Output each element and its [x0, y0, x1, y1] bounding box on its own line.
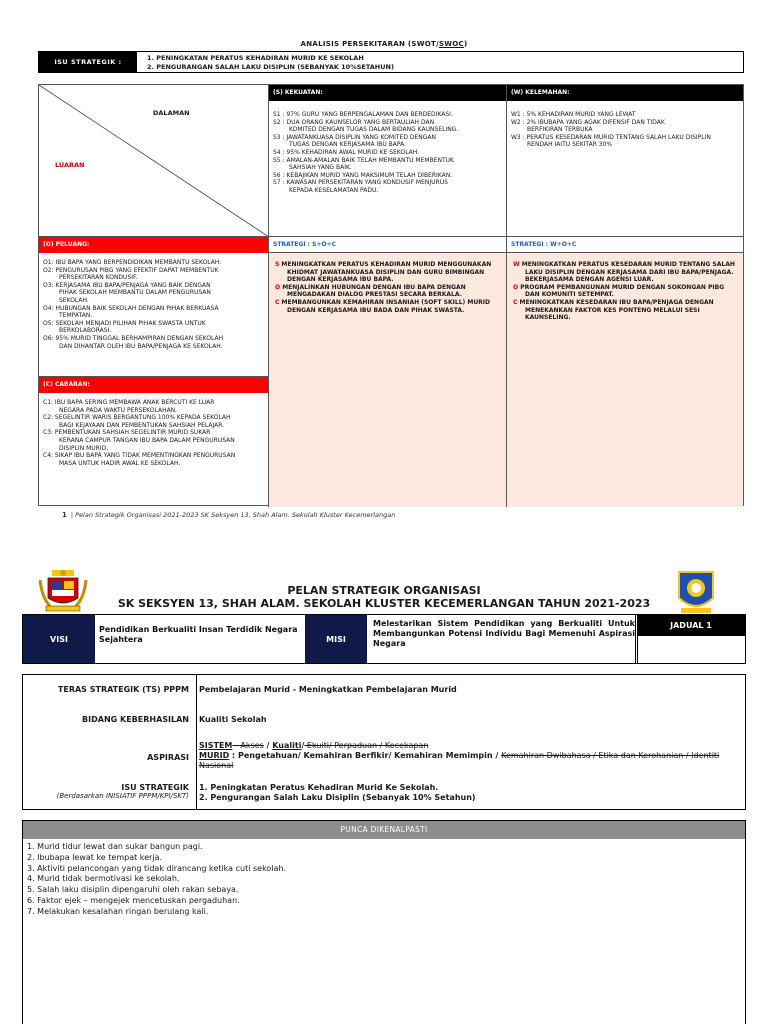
list-item: O3: KERJASAMA IBU BAPA/PENJAGA YANG BAIK DENGAN: [43, 281, 211, 289]
kekuatan-list: [269, 101, 506, 195]
strategy-item: DENGAN KERJASAMA IBU BAPA.: [287, 276, 394, 284]
strategy-item: DENGAN KERJASAMA IBU BADA DAN PIHAK SWASTA.: [287, 306, 465, 314]
list-item: 3. Aktiviti pelancongan yang tidak dirancang ketika cuti sekolah.: [27, 863, 287, 873]
page-number: 1: [62, 511, 67, 519]
bidang-value: Kualiti Sekolah: [199, 715, 267, 724]
strategy-item: LAKU DISIPLIN DENGAN KERJASAMA DARI IBU BAPA/PENJAGA.: [525, 268, 734, 276]
list-item: S1 : 97% GURU YANG BERPENGALAMAN DAN BERDEDIKASI.: [273, 111, 453, 118]
list-item: O4: HUBUNGAN BAIK SEKOLAH DENGAN PIHAK BERKUASA: [43, 304, 219, 312]
list-item: RENDAH IAITU SEKITAR 30%: [527, 141, 613, 149]
list-item: 1. Murid tidur lewat dan sukar bangun pagi.: [27, 842, 203, 851]
list-item: TUGAS DENGAN KERJASAMA IBU BAPA.: [289, 141, 406, 149]
visi-label: VISI: [23, 615, 95, 663]
list-item: MASA UNTUK HADIR AWAL KE SEKOLAH.: [59, 459, 181, 467]
strategi-so-list: [269, 253, 506, 314]
teras-box: [22, 674, 746, 810]
punca-box: [22, 820, 746, 1024]
peluang-header: (O) PELUANG:: [39, 237, 268, 253]
aspirasi-label: ASPIRASI: [147, 753, 189, 762]
teras-value: Pembelajaran Murid - Meningkatkan Pembelajaran Murid: [199, 685, 457, 694]
swot-grid: [38, 84, 744, 506]
list-item: W1 : 5% KEHADIRAN MURID YANG LEWAT: [511, 111, 636, 118]
strategy-item: O MENJALINKAN HUBUNGAN DENGAN IBU BAPA DENGAN: [275, 283, 466, 291]
strategy-item: DAN KOMUNITI SETEMPAT.: [525, 291, 614, 299]
list-item: S3 : JAWATANKUASA DISIPLIN YANG KOMITED DENGAN: [273, 133, 436, 141]
list-item: O2: PENGURUSAN PIBG YANG EFEKTIF DAPAT MEMBENTUK: [43, 266, 219, 274]
list-item: SEKOLAH.: [59, 296, 89, 304]
peluang-list: [39, 253, 268, 350]
isu-strategik-label: ISU STRATEGIK :: [39, 52, 137, 72]
strategy-item: MENEKANKAN FAKTOR KES PONTENG MELALUI SESI: [525, 306, 700, 314]
punca-header: PUNCA DIKENALPASTI: [23, 821, 745, 839]
list-item: DISIPLIN MURID.: [59, 444, 109, 452]
list-item: PIHAK SEKOLAH MEMBANTU DALAM PENGURUSAN: [59, 289, 211, 297]
kelemahan-header: (W) KELEMAHAN:: [507, 85, 743, 101]
isu-strategik-items: [137, 52, 404, 72]
kelemahan-list: [507, 101, 743, 149]
strategy-item: C MENINGKATKAN KESEDARAN IBU BAPA/PENJAGA DENGAN: [513, 298, 714, 306]
strategi-so-cell: [269, 237, 507, 507]
bidang-label: BIDANG KEBERHASILAN: [82, 715, 189, 724]
list-item: 2. Ibubapa lewat ke tempat kerja.: [27, 852, 163, 862]
list-item: DAN DIHANTAR OLEH IBU BAPA/PENJAGA KE SEKOLAH.: [59, 342, 223, 350]
page-footer: [62, 511, 395, 519]
list-item: KERANA CAMPUR TANGAN IBU BAPA DALAM PENGURUSAN: [59, 436, 235, 444]
cabaran-list: [39, 393, 268, 467]
list-item: KOMITED DENGAN TUGAS DALAM BIDANG KAUNSELING.: [289, 126, 459, 134]
swot-title: ANALISIS PERSEKITARAN (SWOT/SWOC): [300, 40, 468, 48]
isu-item: 1. PENINGKATAN PERATUS KEHADIRAN MURID KE SEKOLAH: [147, 54, 364, 62]
visi-text: Pendidikan Berkualiti Insan Terdidik Negara Sejahtera: [99, 625, 298, 644]
list-item: PERSEKITARAN KONDUSIF.: [59, 274, 138, 282]
list-item: 7. Melakukan kesalahan ringan berulang kali.: [27, 906, 209, 916]
luaran-label: LUARAN: [55, 161, 85, 169]
list-item: O6: 95% MURID TINGGAL BERHAMPIRAN DENGAN SEKOLAH: [43, 334, 224, 342]
isu-values: 1. Peningkatan Peratus Kehadiran Murid Ke Sekolah. 2. Pengurangan Salah Laku Disiplin (Sebanyak 10% Setahun): [199, 783, 476, 802]
list-item: C3: PEMBENTUKAN SAHSIAH SEGELINTIR MURID SUKAR: [43, 429, 211, 437]
diagonal-cell: [39, 85, 269, 237]
list-item: O5: SEKOLAH MENJADI PILIHAN PIHAK SWASTA UNTUK: [43, 319, 206, 327]
misi-text: Melestarikan Sistem Pendidikan yang Berkualiti Untuk Membangunkan Potensi Individu Bagi Memenuhi Aspirasi Negara: [373, 619, 635, 648]
list-item: 5. Salah laku disiplin dipengaruhi oleh rakan sebaya.: [27, 885, 239, 895]
list-item: C1: IBU BAPA SERING MEMBAWA ANAK BERCUTI KE LUAR: [43, 399, 215, 406]
punca-list: [23, 839, 745, 921]
teras-label: TERAS STRATEGIK (TS) PPPM: [57, 685, 189, 694]
visi-misi-box: [22, 614, 746, 664]
list-item: W2 : 2% IBUBAPA YANG AGAK DIFENSIF DAN TIDAK: [511, 118, 665, 126]
cabaran-cell: [39, 377, 269, 507]
footer-text: | Pelan Strategik Organisasi 2021-2023 SK Seksyen 13, Shah Alam. Sekolah Kluster Kecemerlangan: [70, 511, 396, 519]
isu-item: 2. PENGURANGAN SALAH LAKU DISIPLIN (SEBANYAK 10%SETAHUN): [147, 62, 394, 71]
list-item: NEGARA PADA WAKTU PERSEKOLAHAN.: [59, 406, 178, 414]
strategy-item: KAUNSELING.: [525, 314, 571, 322]
misi-label: MISI: [305, 615, 367, 663]
strategi-wo-header: STRATEGI : W+O+C: [507, 237, 743, 253]
list-item: O1: IBU BAPA YANG BERPENDIDIKAN MEMBANTU SEKOLAH.: [43, 259, 222, 266]
page-title: PELAN STRATEGIK ORGANISASI SK SEKSYEN 13, SHAH ALAM. SEKOLAH KLUSTER KECEMERLANGAN TAHUN 2021-2023: [117, 584, 651, 610]
strategi-wo-cell: [507, 237, 743, 507]
list-item: KEPADA KESELAMATAN PADU.: [289, 186, 379, 194]
jadual-label: JADUAL 1: [637, 615, 745, 635]
strategy-item: C MEMBANGUNKAN KEMAHIRAN INSANIAH (SOFT SKILL) MURID: [275, 298, 491, 306]
strategy-item: W MENINGKATKAN PERATUS KESEDARAN MURID TENTANG SALAH: [513, 261, 735, 268]
isu-strategik-box: [38, 51, 744, 73]
list-item: 4. Murid tidak bermotivasi ke sekolah.: [27, 874, 180, 884]
list-item: 6. Faktor ejek – mengejek mencetuskan pergaduhan.: [27, 895, 240, 905]
strategy-item: BEKERJASAMA DENGAN AGENSI LUAR.: [525, 276, 654, 284]
list-item: C4: SIKAP IBU BAPA YANG TIDAK MEMENTINGKAN PENGURUSAN: [43, 452, 236, 460]
list-item: S4 : 95% KEHADIRAN AWAL MURID KE SEKOLAH.: [273, 148, 420, 156]
list-item: TEMPATAN.: [59, 312, 93, 320]
list-item: S5 : AMALAN-AMALAN BAIK TELAH MEMBANTU MEMBENTUK: [273, 156, 454, 164]
list-item: C2: SEGELINTIR WARIS BERGANTUNG 100% KEPADA SEKOLAH: [43, 414, 231, 422]
list-item: S2 : DUA ORANG KAUNSELOR YANG BERTAULIAH DAN: [273, 118, 435, 126]
strategy-item: MENGADAKAN DIALOG PRESTASI SECARA BERKALA.: [287, 291, 462, 299]
strategi-so-header: STRATEGI : S+O+C: [269, 237, 506, 253]
list-item: W3 : PERATUS KESEDARAN MURID TENTANG SALAH LAKU DISIPLIN: [511, 133, 711, 141]
peluang-cell: [39, 237, 269, 377]
strategi-wo-list: [507, 253, 743, 322]
list-item: BAGI KEJAYAAN DAN PEMBENTUKAN SAHSIAH PELAJAR.: [59, 421, 225, 429]
list-item: S6 : KEBAJIKAN MURID YANG MAKSIMUM TELAH DIBERIKAN.: [273, 171, 453, 179]
strategy-item: O PROGRAM PEMBANGUNAN MURID DENGAN SOKONGAN PIBG: [513, 283, 725, 291]
cabaran-header: (C) CABARAN:: [39, 377, 268, 393]
jadual-empty-cell: [637, 635, 745, 663]
isu-label: ISU STRATEGIK (Berdasarkan INISIATIF PPPM/KPI/SKT): [56, 783, 189, 800]
kekuatan-header: (S) KEKUATAN:: [269, 85, 506, 101]
aspirasi-value: SISTEM - Akses / Kualiti/ Ekuiti/ Perpaduan / Kecekapan MURID : Pengetahuan/ Kemahiran Berfikir/ Kemahiran Memimpin / Kemahiran Dwibahasa / Etika dan Kerohanian / Identiti Nasional: [199, 741, 720, 770]
dalaman-label: DALAMAN: [153, 109, 190, 117]
list-item: BERKOLABORASI.: [59, 327, 112, 335]
kekuatan-cell: [269, 85, 507, 237]
list-item: S7 : KAWASAN PERSEKITARAN YANG KONDUSIF MENJURUS: [273, 179, 448, 187]
list-item: SAHSIAH YANG BAIK.: [289, 164, 352, 172]
strategy-item: S MENINGKATKAN PERATUS KEHADIRAN MURID MENGGUNAKAN: [275, 261, 492, 268]
strategy-item: KHIDMAT JAWATANKUASA DISIPLIN DAN GURU BIMBINGAN: [287, 268, 485, 276]
kelemahan-cell: [507, 85, 743, 237]
list-item: BERFIKIRAN TERBUKA: [527, 126, 593, 134]
